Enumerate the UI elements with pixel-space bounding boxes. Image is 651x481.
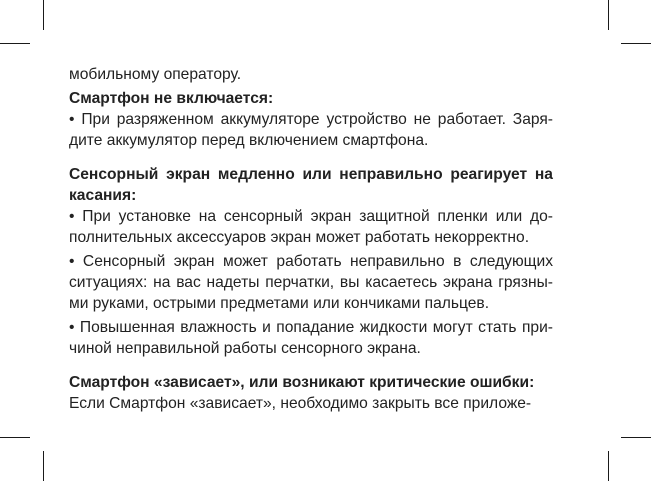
crop-mark-top-right-horizontal bbox=[621, 43, 651, 44]
crop-mark-bottom-left-vertical bbox=[43, 451, 44, 481]
intro-fragment: мобильному оператору. bbox=[69, 66, 242, 83]
heading-touchscreen-issues: Сенсорный экран медленно или неправильно реагирует на касания: bbox=[69, 166, 553, 204]
paragraph-gloves-dirty-hands: • Сенсорный экран может работать неправильно в следующих ситуациях: на вас надеты перчатки, вы касаетесь экрана грязны-ми руками, острыми предметами или кончиками пальцев. bbox=[69, 253, 553, 312]
crop-mark-top-left-horizontal bbox=[0, 43, 30, 44]
paragraph-protective-film: • При установке на сенсорный экран защитной пленки или до-полнительных аксессуаров экран может работать некорректно. bbox=[69, 208, 553, 246]
paragraph-humidity-liquid: • Повышенная влажность и попадание жидкости могут стать при-чиной неправильной работы сенсорного экрана. bbox=[69, 319, 553, 357]
paragraph-battery-discharged: • При разряженном аккумуляторе устройство не работает. Заря-дите аккумулятор перед включением смартфона. bbox=[69, 111, 553, 149]
crop-mark-bottom-left-horizontal bbox=[0, 437, 30, 438]
crop-mark-bottom-right-horizontal bbox=[621, 437, 651, 438]
crop-mark-top-right-vertical bbox=[608, 0, 609, 30]
heading-phone-freezes: Смартфон «зависает», или возникают критические ошибки: bbox=[69, 374, 535, 391]
paragraph-close-apps: Если Смартфон «зависает», необходимо закрыть все приложе- bbox=[69, 395, 532, 412]
crop-mark-top-left-vertical bbox=[43, 0, 44, 30]
heading-phone-not-turning-on: Смартфон не включается: bbox=[69, 90, 274, 107]
manual-page-body bbox=[69, 64, 553, 414]
crop-mark-bottom-right-vertical bbox=[608, 451, 609, 481]
